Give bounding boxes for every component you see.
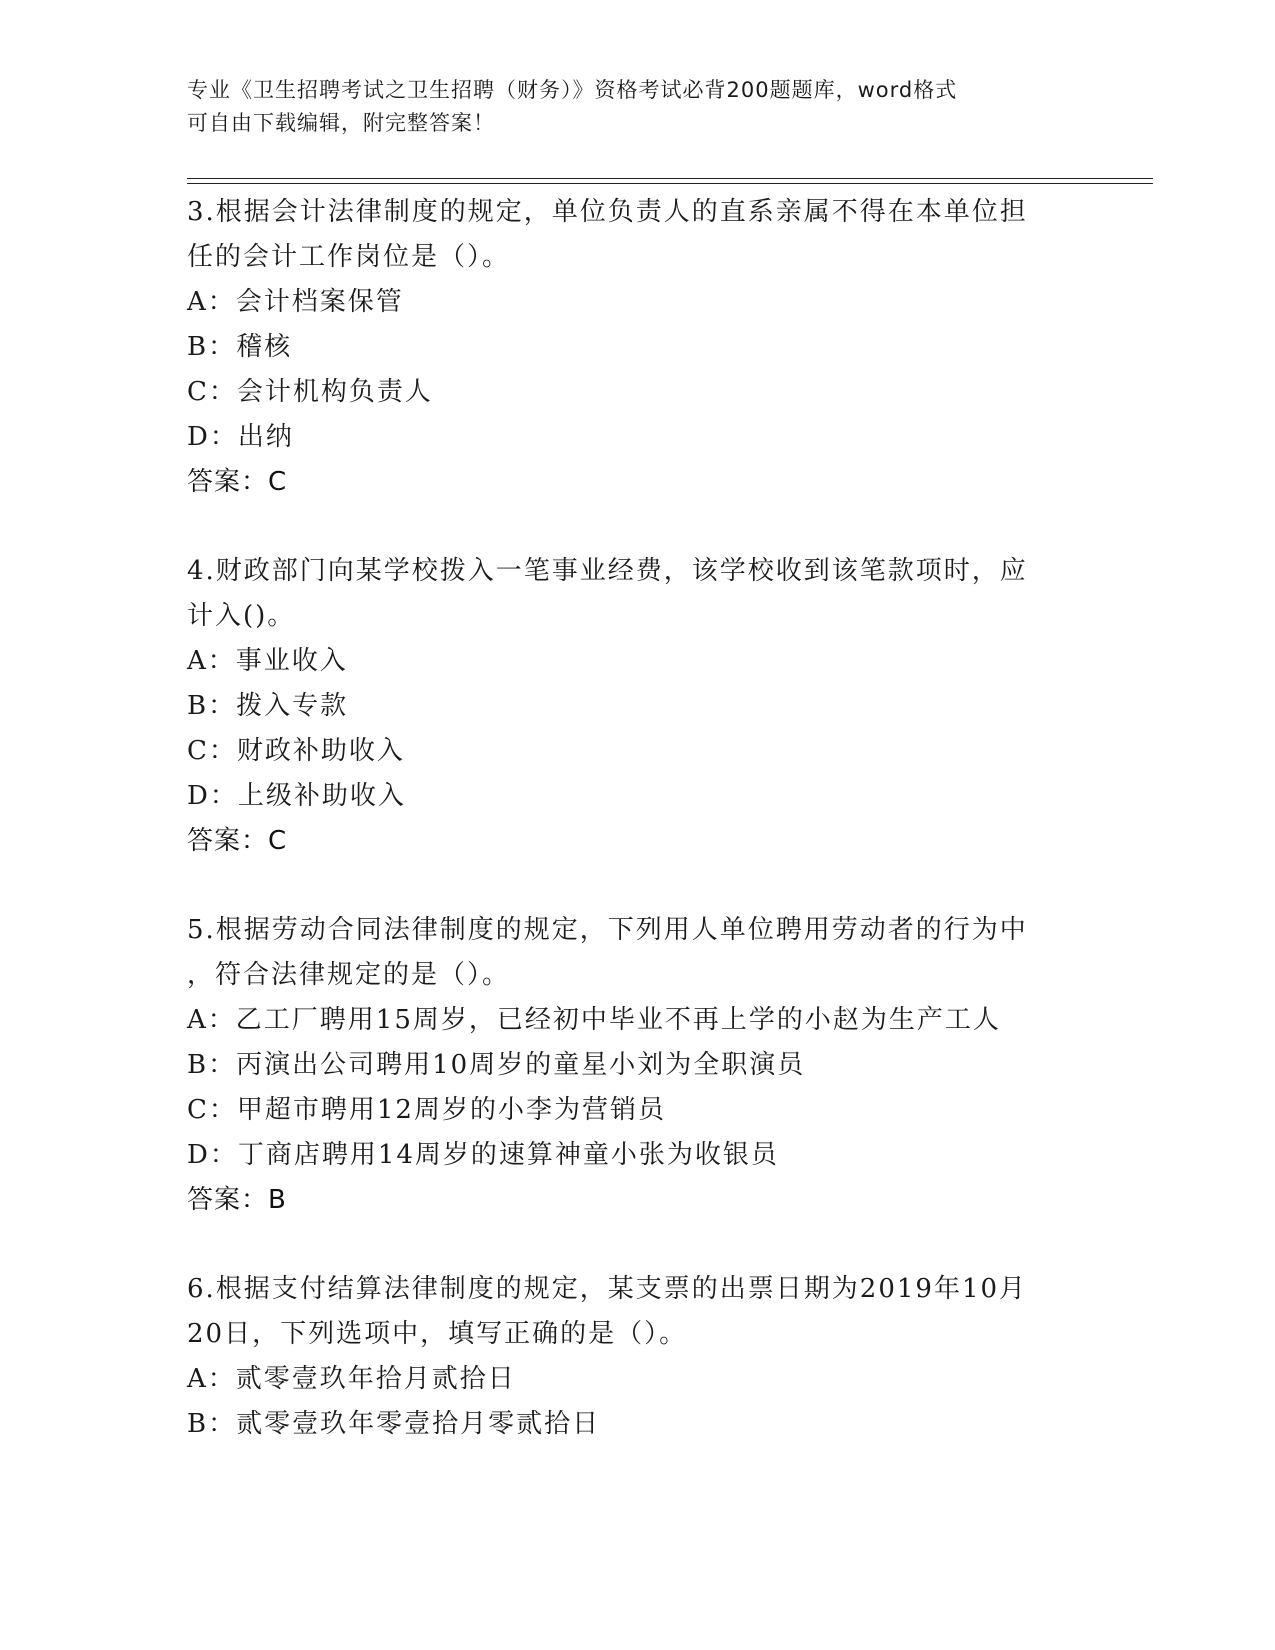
header-divider-bottom [187, 183, 1153, 184]
question-gap [187, 1223, 1087, 1267]
header-line-2: 可自由下载编辑，附完整答案！ [187, 111, 495, 135]
question-stem-line-2: 计入()。 [187, 601, 296, 631]
question-stem-line-2: 任的会计工作岗位是（）。 [187, 242, 511, 272]
question-4 [187, 549, 1087, 864]
question-stem-line-2: 20日，下列选项中，填写正确的是（）。 [187, 1319, 688, 1349]
option-b: B：稽核 [187, 332, 293, 362]
option-d: D：出纳 [187, 422, 294, 452]
option-c: C：甲超市聘用12周岁的小李为营销员 [187, 1095, 666, 1125]
question-stem-line-2: ，符合法律规定的是（）。 [187, 960, 511, 990]
option-a: A：贰零壹玖年拾月贰拾日 [187, 1364, 516, 1394]
option-d: D：上级补助收入 [187, 781, 406, 811]
header-line-1: 专业《卫生招聘考试之卫生招聘（财务）》资格考试必背200题题库，word格式 [187, 78, 958, 102]
answer: 答案：B [187, 1185, 287, 1215]
question-stem-line-1: 3.根据会计法律制度的规定，单位负责人的直系亲属不得在本单位担 [187, 197, 1028, 227]
option-b: B：丙演出公司聘用10周岁的童星小刘为全职演员 [187, 1050, 806, 1080]
header-divider-top [187, 178, 1153, 179]
option-b: B：拨入专款 [187, 691, 349, 721]
question-3 [187, 190, 1087, 505]
question-list [187, 190, 1087, 1447]
option-a: A：乙工厂聘用15周岁，已经初中毕业不再上学的小赵为生产工人 [187, 1005, 1001, 1035]
option-a: A：会计档案保管 [187, 287, 404, 317]
option-c: C：会计机构负责人 [187, 377, 433, 407]
document-header [187, 74, 1067, 140]
question-stem-line-1: 5.根据劳动合同法律制度的规定，下列用人单位聘用劳动者的行为中 [187, 915, 1028, 945]
answer: 答案：C [187, 467, 288, 497]
option-c: C：财政补助收入 [187, 736, 405, 766]
question-stem-line-1: 4.财政部门向某学校拨入一笔事业经费，该学校收到该笔款项时，应 [187, 556, 1028, 586]
question-gap [187, 505, 1087, 549]
option-d: D：丁商店聘用14周岁的速算神童小张为收银员 [187, 1140, 779, 1170]
question-gap [187, 864, 1087, 908]
option-a: A：事业收入 [187, 646, 348, 676]
question-stem-line-1: 6.根据支付结算法律制度的规定，某支票的出票日期为2019年10月 [187, 1274, 1028, 1304]
option-b: B：贰零壹玖年零壹拾月零贰拾日 [187, 1409, 601, 1439]
answer: 答案：C [187, 826, 288, 856]
question-5 [187, 908, 1087, 1223]
question-6 [187, 1267, 1087, 1447]
